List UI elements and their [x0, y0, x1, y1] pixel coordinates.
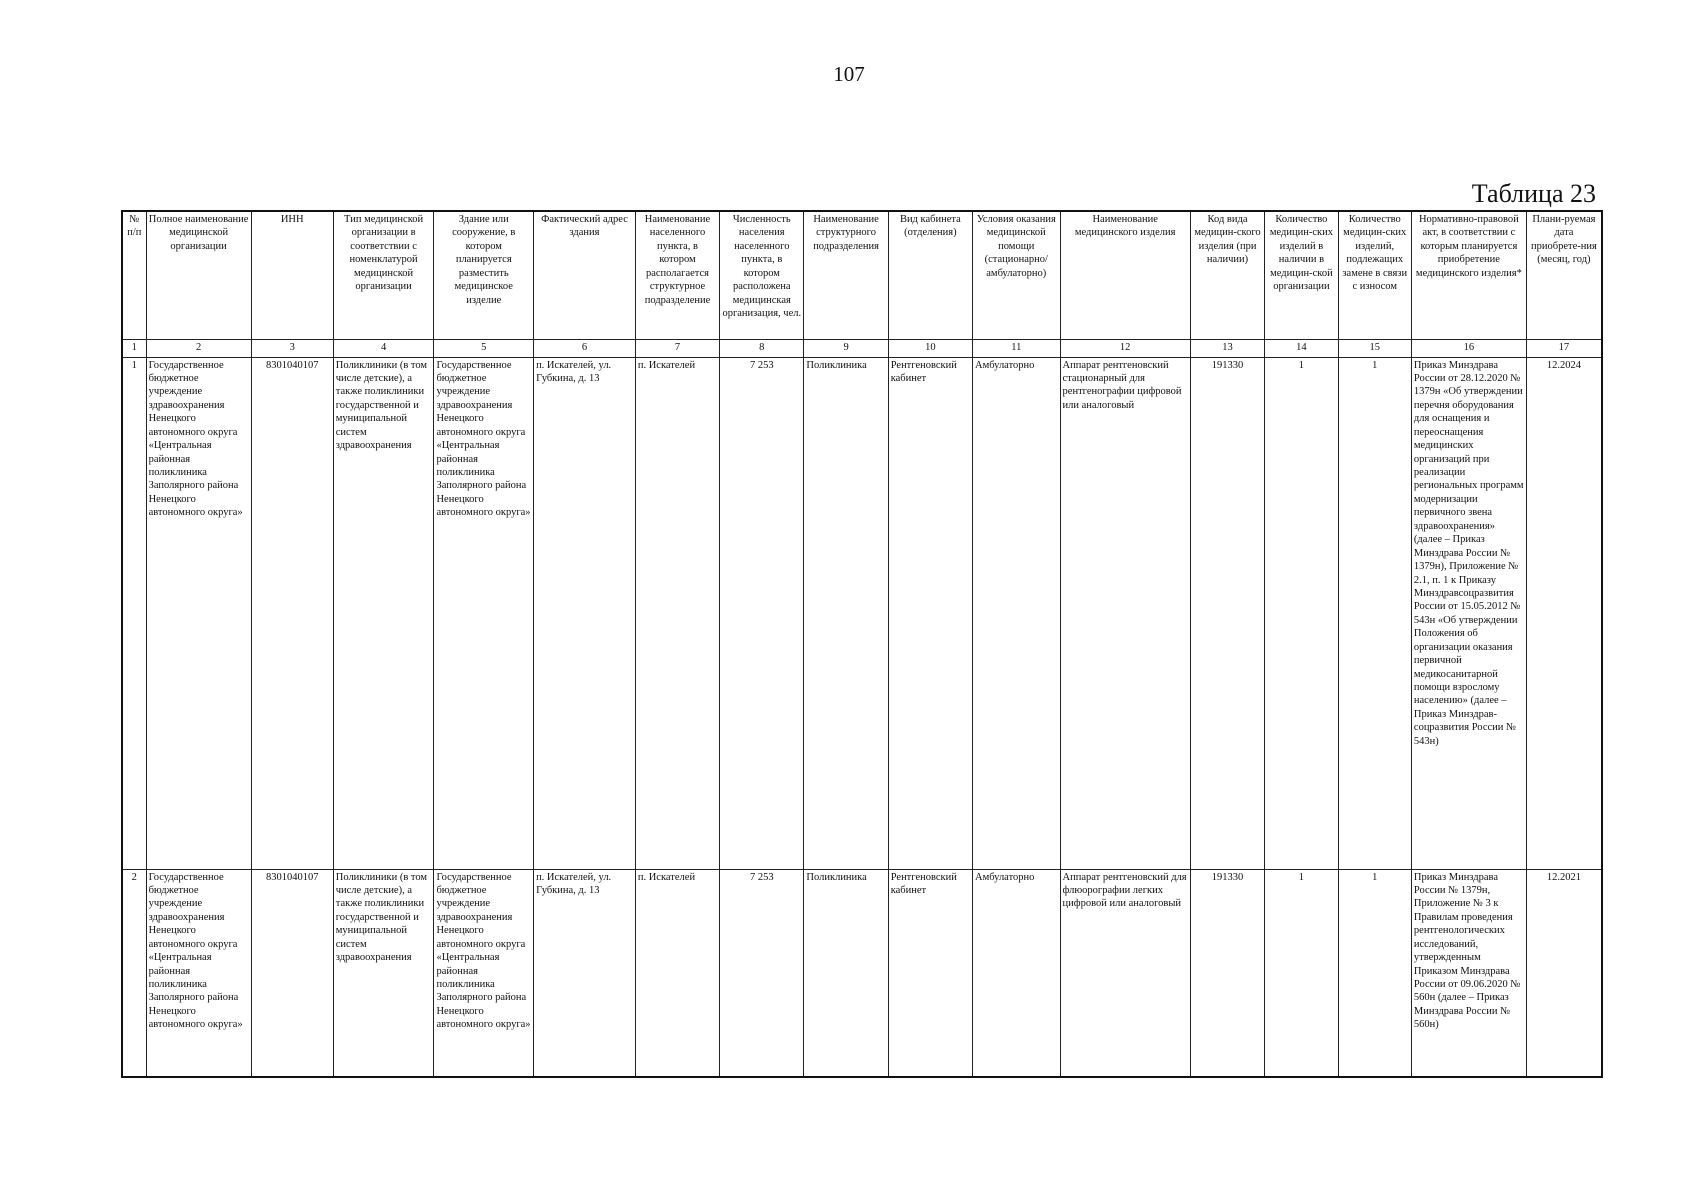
column-number: 5 [434, 339, 534, 357]
address-cell: п. Искателей, ул. Губкина, д. 13 [534, 869, 636, 1077]
column-number: 2 [146, 339, 251, 357]
header-cell: Наименование структурного подразделения [804, 211, 888, 339]
header-cell: Код вида медицин-ского изделия (при наличии) [1190, 211, 1264, 339]
conditions-cell: Амбулаторно [972, 869, 1060, 1077]
header-cell: Здание или сооружение, в котором планируется разместить медицинское изделие [434, 211, 534, 339]
column-number: 8 [720, 339, 804, 357]
qty-have-cell: 1 [1265, 357, 1338, 869]
column-number: 11 [972, 339, 1060, 357]
header-cell: Тип медицинской организации в соответствии с номенклатурой медицинской организации [333, 211, 434, 339]
inn-cell: 8301040107 [251, 869, 333, 1077]
column-number: 3 [251, 339, 333, 357]
population-cell: 7 253 [720, 869, 804, 1077]
cabinet-cell: Рентгеновский кабинет [888, 869, 972, 1077]
qty-replace-cell: 1 [1338, 869, 1411, 1077]
header-cell: Плани-руемая дата приобрете-ния (месяц, год) [1526, 211, 1602, 339]
org-name-cell: Государственное бюджетное учреждение здравоохранения Ненецкого автономного округа «Центральная районная поликлиника Заполярного района Ненецкого автономного округа» [146, 869, 251, 1077]
column-number: 10 [888, 339, 972, 357]
cabinet-cell: Рентгеновский кабинет [888, 357, 972, 869]
table-row [122, 357, 1602, 869]
header-cell: Наименование населенного пункта, в котором располагается структурное подразделение [635, 211, 719, 339]
header-cell: Количество медицин-ских изделий, подлежащих замене в связи с износом [1338, 211, 1411, 339]
org-type-cell: Поликлиники (в том числе детские), а также поликлиники государственной и муниципальной систем здравоохранения [333, 357, 434, 869]
org-type-cell: Поликлиники (в том числе детские), а также поликлиники государственной и муниципальной систем здравоохранения [333, 869, 434, 1077]
column-number: 7 [635, 339, 719, 357]
settlement-cell: п. Искателей [635, 869, 719, 1077]
table-row [122, 869, 1602, 1077]
header-cell: Условия оказания медицинской помощи (стационарно/ амбулаторно) [972, 211, 1060, 339]
settlement-cell: п. Искателей [635, 357, 719, 869]
page-number: 107 [833, 62, 865, 86]
column-number: 16 [1411, 339, 1526, 357]
building-cell: Государственное бюджетное учреждение здравоохранения Ненецкого автономного округа «Центральная районная поликлиника Заполярного района Ненецкого автономного округа» [434, 869, 534, 1077]
date-cell: 12.2021 [1526, 869, 1602, 1077]
column-number: 4 [333, 339, 434, 357]
column-number: 6 [534, 339, 636, 357]
building-cell: Государственное бюджетное учреждение здравоохранения Ненецкого автономного округа «Центральная районная поликлиника Заполярного района Ненецкого автономного округа» [434, 357, 534, 869]
equipment-table [121, 210, 1603, 1078]
column-number: 17 [1526, 339, 1602, 357]
act-cell: Приказ Минздрава России № 1379н, Приложение № 3 к Правилам проведения рентгенологических исследований, утвержденным Приказом Минздрава России от 09.06.2020 № 560н (далее – Приказ Минздрава России № 560н) [1411, 869, 1526, 1077]
column-number: 13 [1190, 339, 1264, 357]
header-row [122, 211, 1602, 339]
column-number: 1 [122, 339, 146, 357]
inn-cell: 8301040107 [251, 357, 333, 869]
header-cell: № п/п [122, 211, 146, 339]
column-number: 15 [1338, 339, 1411, 357]
table-caption: Таблица 23 [1471, 179, 1596, 208]
division-cell: Поликлиника [804, 357, 888, 869]
header-cell: Полное наименование медицинской организации [146, 211, 251, 339]
division-cell: Поликлиника [804, 869, 888, 1077]
header-cell: Количество медицин-ских изделий в наличии в медицин-ской организации [1265, 211, 1338, 339]
address-cell: п. Искателей, ул. Губкина, д. 13 [534, 357, 636, 869]
org-name-cell: Государственное бюджетное учреждение здравоохранения Ненецкого автономного округа «Центральная районная поликлиника Заполярного района Ненецкого автономного округа» [146, 357, 251, 869]
population-cell: 7 253 [720, 357, 804, 869]
column-number-row [122, 339, 1602, 357]
row-number: 1 [122, 357, 146, 869]
header-cell: Наименование медицинского изделия [1060, 211, 1190, 339]
column-number: 9 [804, 339, 888, 357]
header-cell: Вид кабинета (отделения) [888, 211, 972, 339]
device-cell: Аппарат рентгеновский стационарный для рентгенографии цифровой или аналоговый [1060, 357, 1190, 869]
row-number: 2 [122, 869, 146, 1077]
qty-have-cell: 1 [1265, 869, 1338, 1077]
header-cell: Численность населения населенного пункта, в котором расположена медицинская организация, чел. [720, 211, 804, 339]
qty-replace-cell: 1 [1338, 357, 1411, 869]
act-cell: Приказ Минздрава России от 28.12.2020 № 1379н «Об утверждении перечня оборудования для оснащения и переоснащения медицинских организаций при реализации региональных программ модернизации первичного звена здравоохранения» (далее – Приказ Минздрава России № 1379н), Приложение № 2.1, п. 1 к Приказу Минздравсоцразвития России от 15.05.2012 № 543н «Об утверждении Положения об организации оказания первичной медикосанитарной помощи взрослому населению» (далее – Приказ Минздрав-соцразвития России № 543н) [1411, 357, 1526, 869]
device-cell: Аппарат рентгеновский для флюорографии легких цифровой или аналоговый [1060, 869, 1190, 1077]
date-cell: 12.2024 [1526, 357, 1602, 869]
column-number: 12 [1060, 339, 1190, 357]
code-cell: 191330 [1190, 357, 1264, 869]
code-cell: 191330 [1190, 869, 1264, 1077]
header-cell: Нормативно-правовой акт, в соответствии с которым планируется приобретение медицинского изделия* [1411, 211, 1526, 339]
column-number: 14 [1265, 339, 1338, 357]
header-cell: Фактический адрес здания [534, 211, 636, 339]
conditions-cell: Амбулаторно [972, 357, 1060, 869]
header-cell: ИНН [251, 211, 333, 339]
